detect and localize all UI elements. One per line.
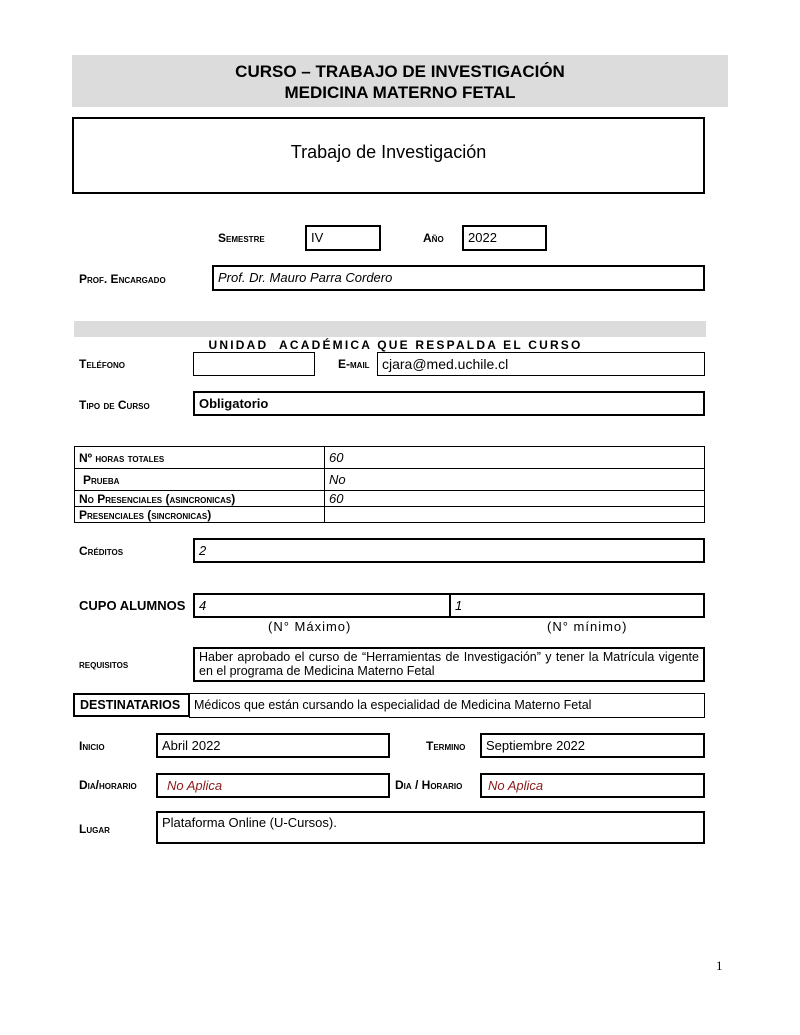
table-row: [75, 507, 705, 523]
cupo-max-value: 4: [199, 598, 207, 613]
table-row: [75, 447, 705, 469]
no-presenciales-value: 60: [325, 491, 705, 507]
inicio-label: Inicio: [79, 739, 105, 753]
destinatarios-label: DESTINATARIOS: [80, 698, 181, 712]
anio-label: Año: [423, 231, 444, 245]
horas-totales-value: 60: [325, 447, 705, 469]
tipo-curso-label: Tipo de Curso: [79, 398, 150, 412]
unidad-header-text: UNIDAD ACADÉMICA QUE RESPALDA EL CURSO: [208, 338, 583, 352]
tipo-curso-value: Obligatorio: [199, 396, 269, 411]
inicio-value: Abril 2022: [162, 738, 221, 753]
semestre-value: IV: [311, 230, 324, 245]
prueba-value: No: [325, 469, 705, 491]
semestre-label: Semestre: [218, 231, 265, 245]
dia-horario-2-value: No Aplica: [488, 778, 544, 793]
destinatarios-value: Médicos que están cursando la especialidad de Medicina Materno Fetal: [194, 698, 592, 712]
telefono-label: Teléfono: [79, 357, 125, 371]
prof-label: Prof. Encargado: [79, 272, 166, 286]
unidad-header: [74, 321, 706, 352]
title-text: Trabajo de Investigación: [290, 142, 487, 162]
horas-totales-label: Nº horas totales: [75, 447, 325, 469]
inicio-field: [156, 733, 390, 758]
destinatarios-field: [189, 693, 705, 718]
cupo-label: CUPO ALUMNOS: [79, 598, 186, 613]
no-presenciales-label: No Presenciales (asincronicas): [75, 491, 325, 507]
dia-horario-1-label: Dia/horario: [79, 778, 137, 792]
dia-horario-2-field: [480, 773, 705, 798]
creditos-value: 2: [199, 543, 207, 558]
email-value: cjara@med.uchile.cl: [382, 356, 509, 372]
page-number: 1: [716, 958, 723, 973]
header-title-line1: CURSO – TRABAJO DE INVESTIGACIÓN: [235, 62, 565, 81]
creditos-field: [193, 538, 705, 563]
requisitos-field: [193, 647, 705, 682]
header-banner: [72, 55, 728, 107]
creditos-label: Créditos: [79, 544, 124, 558]
cupo-max-field: [193, 593, 451, 618]
header-title-line2: MEDICINA MATERNO FETAL: [284, 83, 516, 102]
destinatarios-label-box: [73, 693, 190, 717]
cupo-min-field: [449, 593, 705, 618]
termino-field: [480, 733, 705, 758]
lugar-field: [156, 811, 705, 844]
termino-label: Termino: [426, 739, 466, 753]
dia-horario-1-value: No Aplica: [167, 778, 223, 793]
telefono-field: [193, 352, 315, 376]
lugar-label: Lugar: [79, 822, 110, 836]
semestre-field: [305, 225, 381, 251]
cupo-max-caption: (N° Máximo): [268, 619, 352, 634]
email-label: E-mail: [338, 357, 370, 371]
prof-value: Prof. Dr. Mauro Parra Cordero: [218, 270, 393, 285]
presenciales-value: [325, 507, 705, 523]
requisitos-label: requisitos: [79, 657, 129, 671]
dia-horario-2-label: Dia / Horario: [395, 778, 463, 792]
title-box: [72, 117, 705, 194]
horas-table: [74, 446, 705, 523]
presenciales-label: Presenciales (sincronicas): [75, 507, 325, 523]
dia-horario-1-field: [156, 773, 390, 798]
cupo-min-value: 1: [455, 598, 463, 613]
requisitos-value: Haber aprobado el curso de “Herramientas de Investigación” y tener la Matrícula vigente en el programa de Medicina Materno Fetal: [199, 650, 699, 678]
anio-value: 2022: [468, 230, 497, 245]
anio-field: [462, 225, 547, 251]
prueba-label: Prueba: [75, 469, 325, 491]
termino-value: Septiembre 2022: [486, 738, 586, 753]
table-row: [75, 491, 705, 507]
cupo-min-caption: (N° mínimo): [547, 619, 628, 634]
lugar-value: Plataforma Online (U-Cursos).: [162, 815, 337, 830]
tipo-curso-field: [193, 391, 705, 416]
email-field: [377, 352, 705, 376]
table-row: [75, 469, 705, 491]
prof-field: [212, 265, 705, 291]
